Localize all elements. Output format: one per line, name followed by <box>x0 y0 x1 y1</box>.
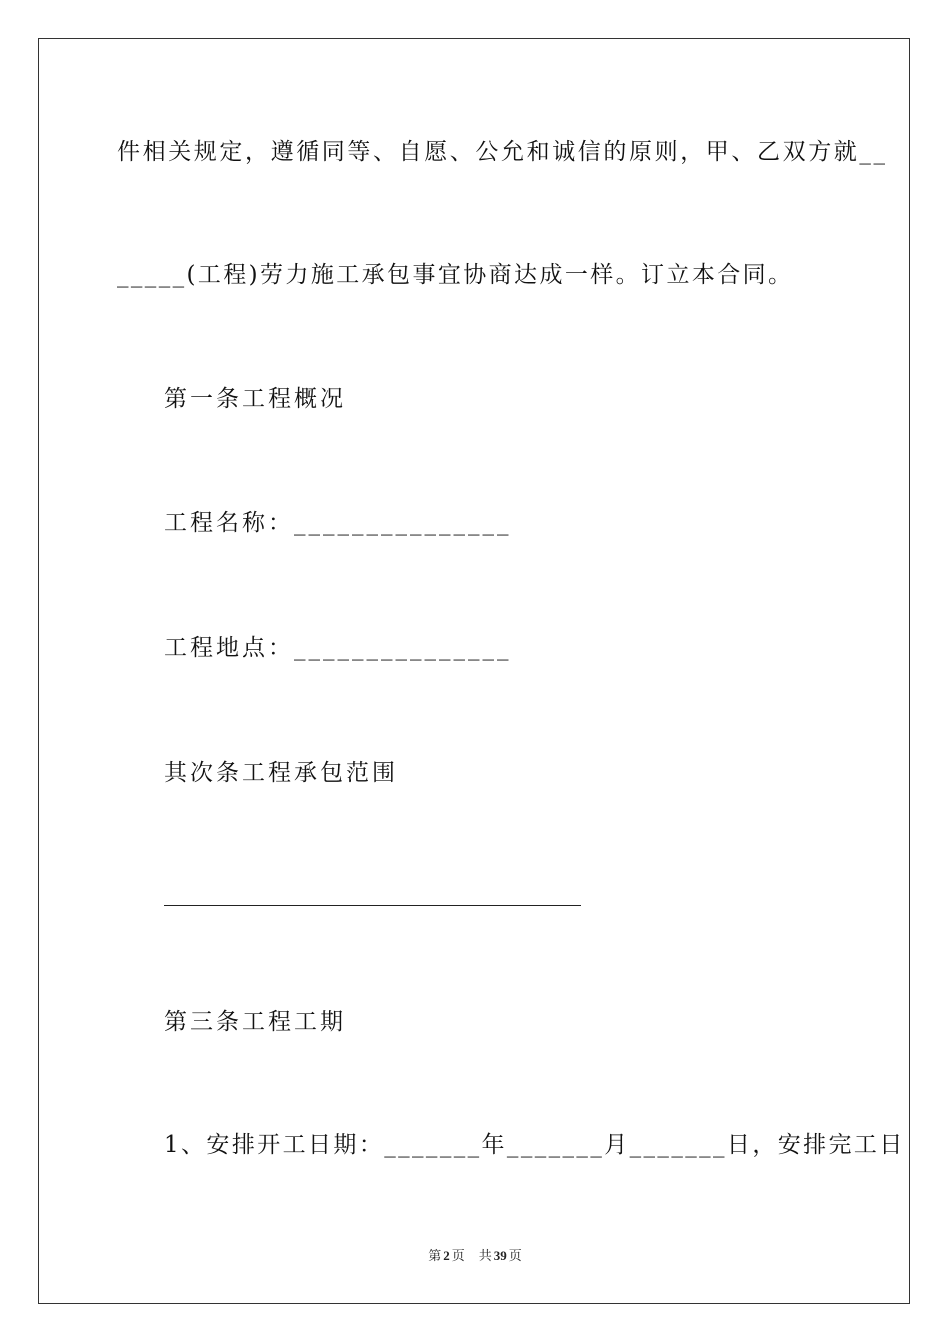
section-heading-1: 第一条工程概况 <box>164 386 346 412</box>
page-current: 2 <box>443 1248 450 1263</box>
page-prefix: 第 <box>428 1248 442 1263</box>
section-heading-2: 其次条工程承包范围 <box>164 760 398 786</box>
page-suffix: 页 <box>451 1248 465 1263</box>
schedule-line: 1、安排开工日期：_______年_______月_______日，安排完工日 <box>164 1132 905 1158</box>
body-line-2: _____(工程)劳力施工承包事宜协商达成一样。订立本合同。 <box>117 262 794 288</box>
blank-fill-line <box>164 905 581 906</box>
page-total: 39 <box>493 1248 507 1263</box>
body-line-1: 件相关规定，遵循同等、自愿、公允和诚信的原则，甲、乙双方就__ <box>117 139 888 165</box>
page-border <box>38 38 910 1304</box>
project-location-line: 工程地点：_______________ <box>164 635 512 661</box>
total-prefix: 共 <box>478 1248 492 1263</box>
page-footer <box>0 1247 950 1265</box>
total-suffix: 页 <box>508 1248 522 1263</box>
section-heading-3: 第三条工程工期 <box>164 1009 346 1035</box>
project-name-line: 工程名称：_______________ <box>164 510 512 536</box>
